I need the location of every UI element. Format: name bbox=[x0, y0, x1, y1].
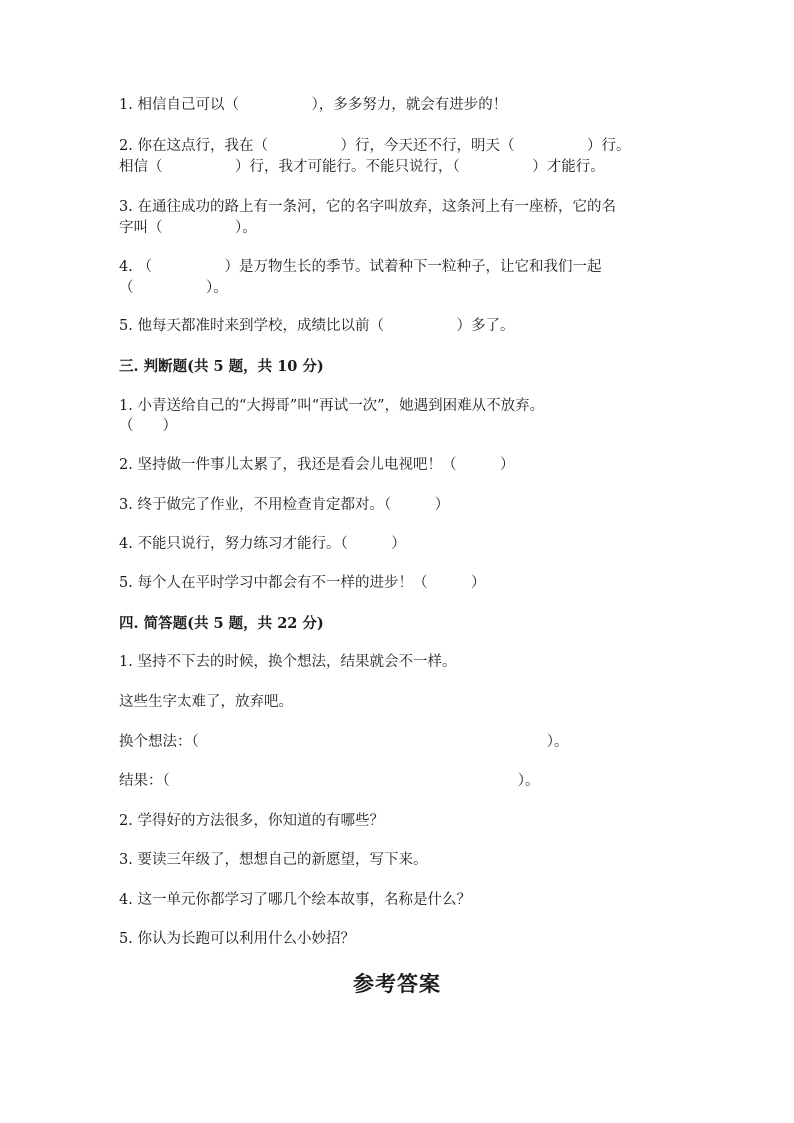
answer-key-title: 参考答案 bbox=[353, 971, 441, 996]
judgment-question-5: 5. 每个人在平时学习中都会有不一样的进步！（ ） bbox=[119, 575, 486, 591]
fill-blank-question-4-cont: （ ）。 bbox=[119, 280, 228, 296]
section-heading-short-answer: 四. 简答题(共 5 题，共 22 分) bbox=[119, 615, 324, 632]
short-answer-question-2: 2. 学得好的方法很多，你知道的有哪些？ bbox=[119, 813, 384, 829]
short-answer-think-line: 换个想法：（ ）。 bbox=[119, 734, 569, 750]
fill-blank-question-3: 3. 在通往成功的路上有一条河，它的名字叫放弃，这条河上有一座桥，它的名 bbox=[119, 199, 616, 215]
section-heading-judgment: 三. 判断题(共 5 题，共 10 分) bbox=[119, 358, 324, 375]
judgment-question-4: 4. 不能只说行，努力练习才能行。（ ） bbox=[119, 536, 406, 552]
judgment-question-2: 2. 坚持做一件事儿太累了，我还是看会儿电视吧！（ ） bbox=[119, 457, 515, 473]
short-answer-question-4: 4. 这一单元你都学习了哪几个绘本故事，名称是什么？ bbox=[119, 892, 471, 908]
fill-blank-question-3-cont: 字叫（ ）。 bbox=[119, 220, 257, 236]
fill-blank-question-2: 2. 你在这点行，我在（ ）行，今天还不行，明天（ ）行。 bbox=[119, 138, 631, 154]
judgment-question-1-cont: （ ） bbox=[119, 418, 177, 434]
fill-blank-question-4: 4. （ ）是万物生长的季节。试着种下一粒种子，让它和我们一起 bbox=[119, 259, 602, 275]
short-answer-question-5: 5. 你认为长跑可以利用什么小妙招？ bbox=[119, 931, 355, 947]
short-answer-example: 这些生字太难了，放弃吧。 bbox=[119, 694, 293, 710]
short-answer-question-3: 3. 要读三年级了，想想自己的新愿望，写下来。 bbox=[119, 852, 428, 868]
fill-blank-question-1: 1. 相信自己可以（ ），多多努力，就会有进步的！ bbox=[119, 97, 508, 113]
judgment-question-3: 3. 终于做完了作业，不用检查肯定都对。（ ） bbox=[119, 497, 450, 513]
short-answer-result-line: 结果：（ ）。 bbox=[119, 773, 540, 789]
fill-blank-question-2-cont: 相信（ ）行，我才可能行。不能只说行，（ ）才能行。 bbox=[119, 159, 605, 175]
judgment-question-1: 1. 小青送给自己的“大拇哥”叫“再试一次”，她遇到困难从不放弃。 bbox=[119, 398, 545, 414]
fill-blank-question-5: 5. 他每天都准时来到学校，成绩比以前（ ）多了。 bbox=[119, 318, 515, 334]
short-answer-question-1: 1. 坚持不下去的时候，换个想法，结果就会不一样。 bbox=[119, 654, 457, 670]
